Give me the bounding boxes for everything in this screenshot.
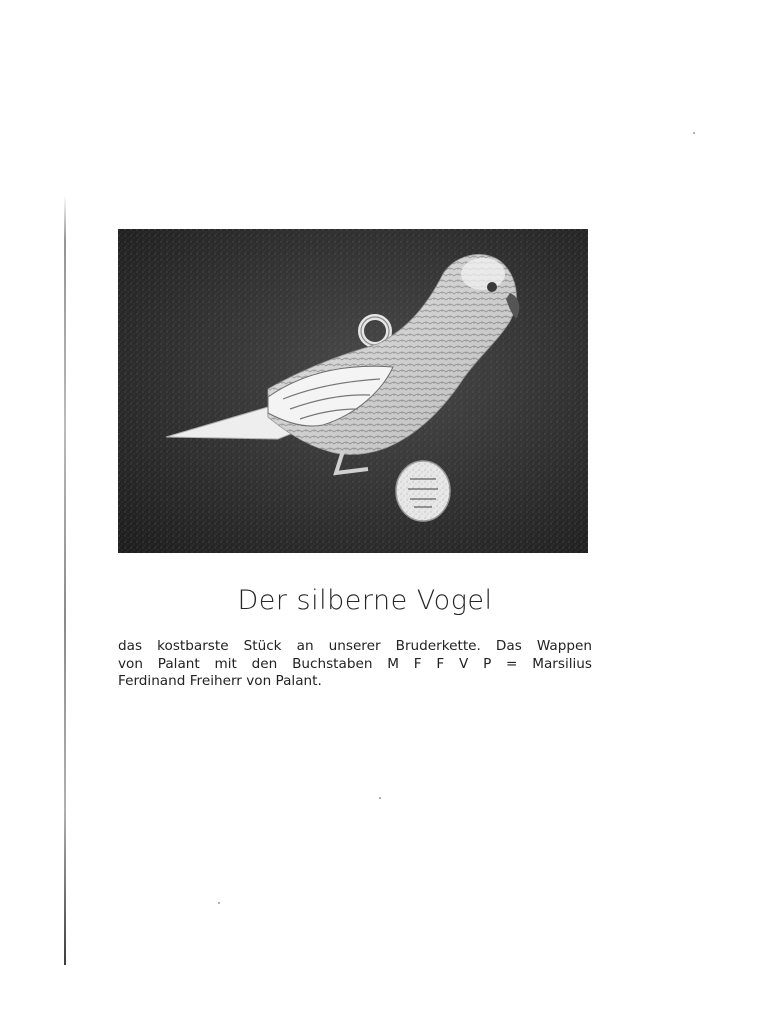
bird-eye-icon — [487, 282, 497, 292]
caption-line: das kostbarste Stück an unserer Bruderkette. Das Wappen — [118, 638, 592, 654]
scan-speck — [693, 132, 695, 134]
scan-speck — [218, 902, 220, 904]
caption-line: Ferdinand Freiherr von Palant. — [118, 673, 322, 689]
coat-of-arms-medallion-icon — [396, 461, 450, 521]
bird-photograph — [118, 229, 588, 553]
figure-title: Der silberne Vogel — [237, 585, 493, 616]
scan-speck — [379, 797, 381, 799]
figure-caption — [118, 638, 592, 691]
binding-edge-shadow — [64, 195, 66, 965]
caption-line: von Palant mit den Buchstaben M F F V P = Marsilius — [118, 655, 592, 672]
